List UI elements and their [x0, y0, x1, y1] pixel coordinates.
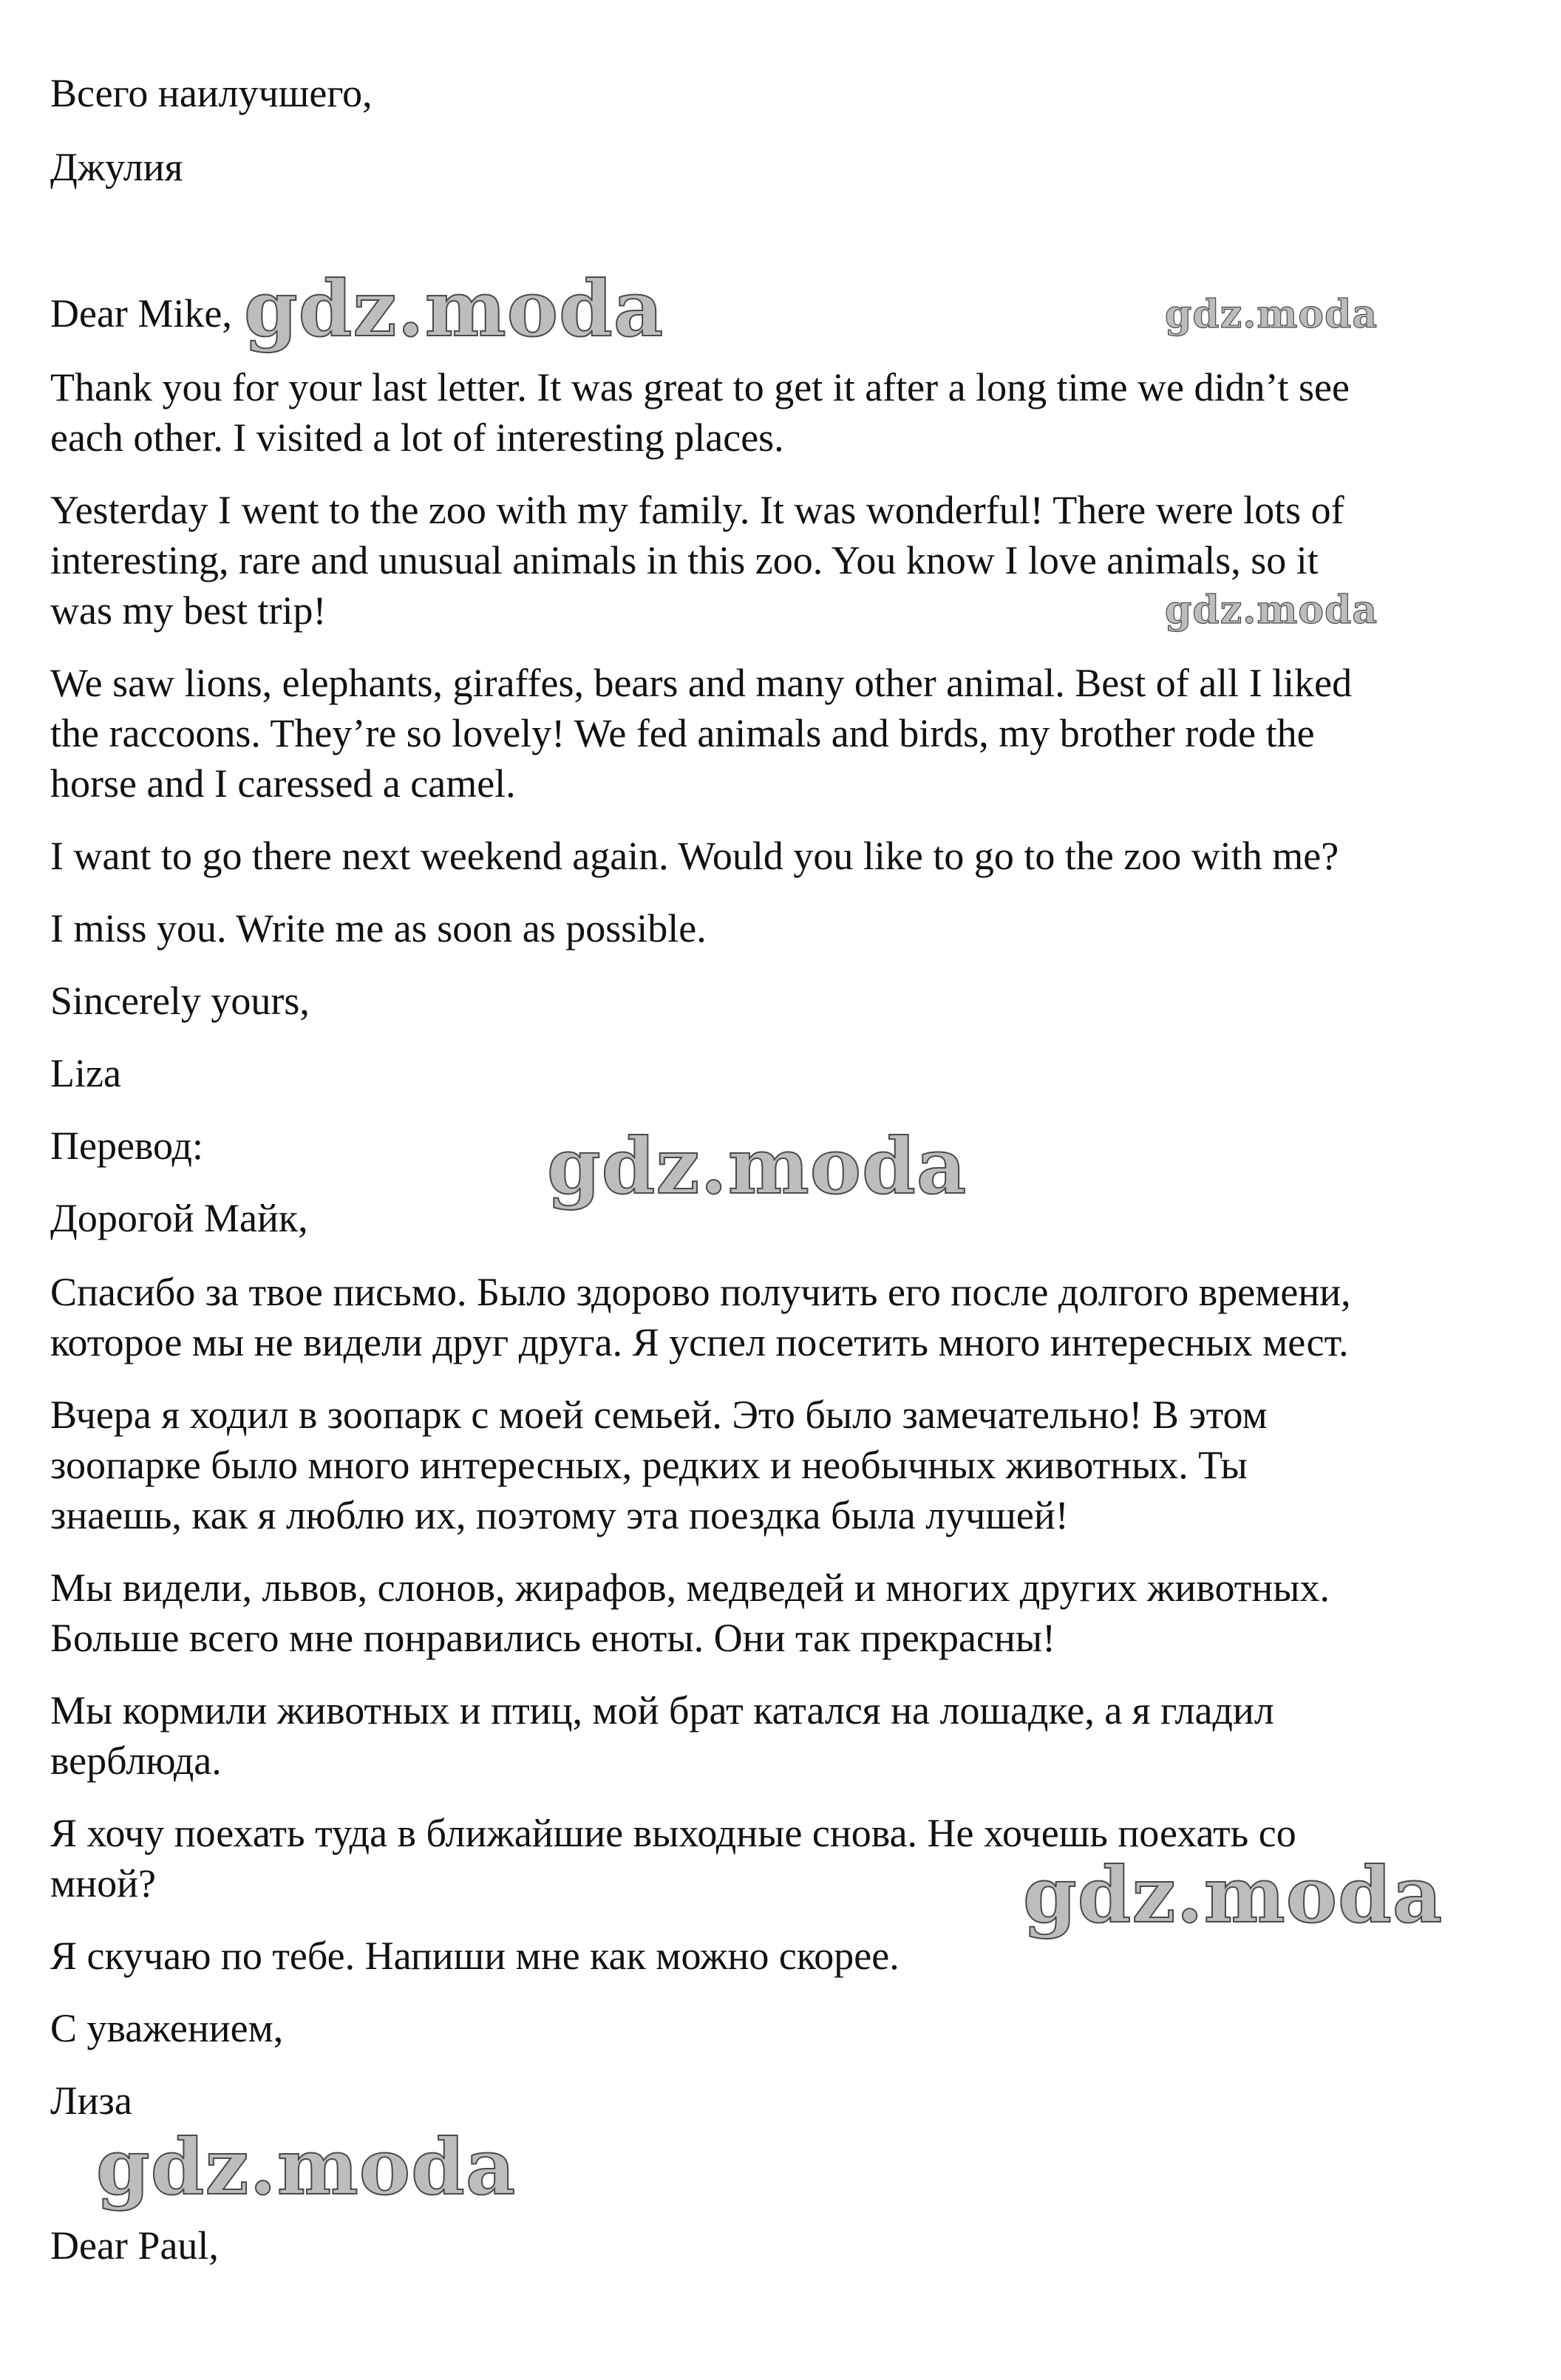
- text-line: мной?: [50, 1861, 156, 1905]
- closing-ru-top: Всего наилучшего,: [50, 71, 373, 115]
- letter-en-paragraph-4: I want to go there next weekend again. Would you like to go to the zoo with me?: [50, 834, 1339, 878]
- watermark-logo: gdz.moda: [1023, 1849, 1443, 1940]
- text-line: Мы кормили животных и птиц, мой брат катался на лошадке, а я гладил: [50, 1688, 1274, 1733]
- letter-ru-paragraph-3: [50, 1563, 1499, 1663]
- letter-ru-paragraph-6: Я скучаю по тебе. Напиши мне как можно скорее.: [50, 1934, 899, 1978]
- watermark-logo: gdz.moda: [96, 2121, 517, 2212]
- letter-en-greeting: Dear Mike,: [50, 291, 232, 336]
- letter-en-paragraph-3: [50, 658, 1499, 809]
- letter-en-signature: Liza: [50, 1051, 121, 1095]
- text-line: was my best trip!: [50, 588, 327, 633]
- letter-en-paragraph-1: [50, 362, 1499, 463]
- text-line: Yesterday I went to the zoo with my family. It was wonderful! There were lots of: [50, 488, 1344, 532]
- letter-ru-paragraph-1: [50, 1267, 1499, 1367]
- letter-en-closing: Sincerely yours,: [50, 979, 310, 1023]
- watermark-logo: gdz.moda: [1165, 588, 1378, 633]
- text-line: зоопарке было много интересных, редких и необычных животных. Ты: [50, 1443, 1248, 1487]
- text-line: верблюда.: [50, 1738, 222, 1783]
- text-line: Вчера я ходил в зоопарк с моей семьей. Это было замечательно! В этом: [50, 1393, 1268, 1437]
- letter-ru-paragraph-2: [50, 1390, 1499, 1540]
- watermark-logo: gdz.moda: [547, 1121, 967, 1211]
- text-line: each other. I visited a lot of interesting places.: [50, 415, 784, 460]
- text-line: Thank you for your last letter. It was great to get it after a long time we didn’t see: [50, 365, 1350, 409]
- signature-ru-top: Джулия: [50, 145, 183, 189]
- next-letter-greeting: Dear Paul,: [50, 2223, 219, 2268]
- translation-label: Перевод:: [50, 1123, 203, 1168]
- watermark-logo: gdz.moda: [1165, 292, 1378, 337]
- text-line: которое мы не видели друг друга. Я успел посетить много интересных мест.: [50, 1320, 1349, 1364]
- letter-ru-signature: Лиза: [50, 2078, 132, 2123]
- text-line: horse and I caressed a camel.: [50, 761, 516, 806]
- letter-en-paragraph-5: I miss you. Write me as soon as possible.: [50, 906, 707, 951]
- text-line: Больше всего мне понравились еноты. Они так прекрасны!: [50, 1616, 1056, 1660]
- watermark-logo: gdz.moda: [244, 263, 664, 354]
- text-line: interesting, rare and unusual animals in this zoo. You know I love animals, so it: [50, 538, 1319, 582]
- letter-ru-greeting: Дорогой Майк,: [50, 1196, 308, 1240]
- text-line: the raccoons. They’re so lovely! We fed animals and birds, my brother rode the: [50, 711, 1315, 755]
- text-line: Я хочу поехать туда в ближайшие выходные снова. Не хочешь поехать со: [50, 1811, 1296, 1855]
- text-line: Мы видели, львов, слонов, жирафов, медведей и многих других животных.: [50, 1565, 1330, 1610]
- letter-ru-paragraph-4: [50, 1685, 1499, 1786]
- text-line: Спасибо за твое письмо. Было здорово получить его после долгого времени,: [50, 1270, 1351, 1314]
- letter-ru-closing: С уважением,: [50, 2006, 284, 2050]
- text-line: знаешь, как я люблю их, поэтому эта поездка была лучшей!: [50, 1493, 1069, 1537]
- text-line: We saw lions, elephants, giraffes, bears and many other animal. Best of all I liked: [50, 661, 1353, 705]
